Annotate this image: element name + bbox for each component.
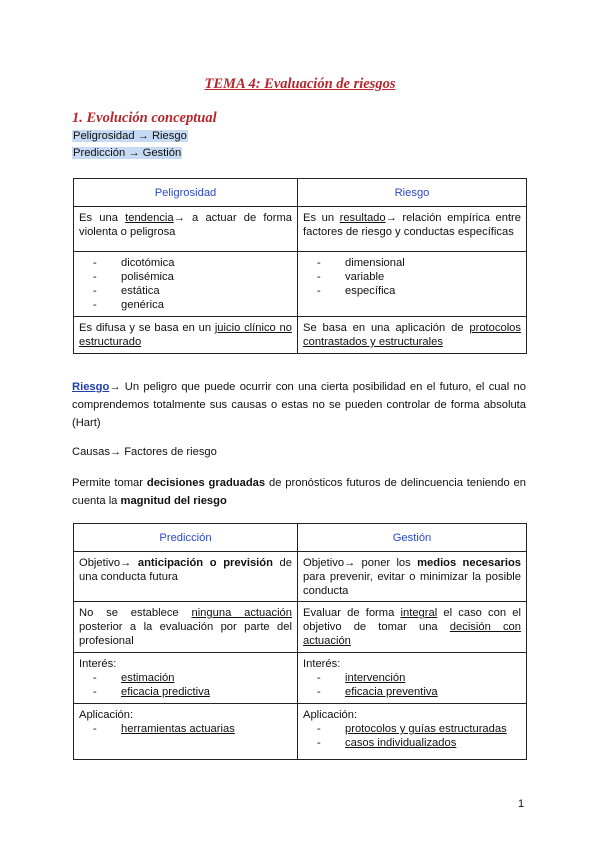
list-item: - casos individualizados <box>317 736 521 750</box>
column-header: Predicción <box>74 524 298 552</box>
bullet-list <box>303 722 521 750</box>
table-row <box>74 252 527 317</box>
list-item: - específica <box>317 284 521 298</box>
highlighted-text: Peligrosidad → Riesgo <box>73 130 187 142</box>
table-cell: Se basa en una aplicación de protocolos contrastados y estructurales <box>298 317 527 354</box>
list-item: - herramientas actuarias <box>93 722 292 736</box>
table-cell: Evaluar de forma integral el caso con el objetivo de tomar una decisión con actuación <box>298 602 527 653</box>
list-item: - estimación <box>93 671 292 685</box>
page-title: TEMA 4: Evaluación de riesgos <box>204 76 396 92</box>
cell-label: Aplicación: <box>79 709 134 721</box>
list-item: - estática <box>93 284 292 298</box>
table-cell: Es difusa y se basa en un juicio clínico no estructurado <box>74 317 298 354</box>
causas-paragraph: Causas→ Factores de riesgo <box>72 446 217 458</box>
table-cell: Objetivo→ poner los medios necesarios para prevenir, evitar o minimizar la posible conducta <box>298 552 527 602</box>
list-item: - eficacia preventiva <box>317 685 521 699</box>
table-row <box>74 704 527 760</box>
table-header-row <box>74 179 527 207</box>
page-number: 1 <box>518 798 525 810</box>
list-item: - genérica <box>93 298 292 312</box>
list-item: - polisémica <box>93 270 292 284</box>
list-item: - dimensional <box>317 256 521 270</box>
comparison-table-peligrosidad-riesgo <box>73 178 527 354</box>
table-cell <box>298 252 527 317</box>
table-cell <box>74 653 298 704</box>
table-row <box>74 653 527 704</box>
column-header: Gestión <box>298 524 527 552</box>
riesgo-definition-paragraph: Riesgo→ Un peligro que puede ocurrir con una cierta posibilidad en el futuro, el cual no comprendemos totalmente sus causas o estas no se pueden controlar de forma absoluta (Hart) <box>72 381 526 429</box>
table-cell <box>74 252 298 317</box>
table-header-row <box>74 524 527 552</box>
comparison-table-prediccion-gestion <box>73 523 527 760</box>
table-cell: Es una tendencia→ a actuar de forma violenta o peligrosa <box>74 207 298 252</box>
concept-line <box>72 129 188 144</box>
highlighted-text: Predicción → Gestión <box>73 147 182 159</box>
cell-label: Interés: <box>79 658 117 670</box>
table-row <box>74 552 527 602</box>
table-cell <box>74 704 298 760</box>
bullet-list <box>79 256 292 312</box>
list-item: - dicotómica <box>93 256 292 270</box>
list-item: - intervención <box>317 671 521 685</box>
table-cell: Es un resultado→ relación empírica entre factores de riesgo y conductas específicas <box>298 207 527 252</box>
table-cell: Objetivo→ anticipación o previsión de una conducta futura <box>74 552 298 602</box>
table-cell <box>298 653 527 704</box>
bullet-list <box>303 256 521 298</box>
section-heading: 1. Evolución conceptual <box>72 110 217 126</box>
table-cell <box>298 704 527 760</box>
bullet-list <box>79 671 292 699</box>
cell-label: Aplicación: <box>303 709 358 721</box>
column-header: Peligrosidad <box>74 179 298 207</box>
table-cell: No se establece ninguna actuación posterior a la evaluación por parte del profesional <box>74 602 298 653</box>
table-row <box>74 317 527 354</box>
decisiones-paragraph: Permite tomar decisiones graduadas de pronósticos futuros de delincuencia teniendo en cuenta la magnitud del riesgo <box>72 477 526 507</box>
table-row <box>74 602 527 653</box>
list-item: - eficacia predictiva <box>93 685 292 699</box>
table-row <box>74 207 527 252</box>
bullet-list <box>79 722 292 736</box>
list-item: - protocolos y guías estructuradas <box>317 722 521 736</box>
bullet-list <box>303 671 521 699</box>
concept-line <box>72 146 182 161</box>
column-header: Riesgo <box>298 179 527 207</box>
list-item: - variable <box>317 270 521 284</box>
cell-label: Interés: <box>303 658 341 670</box>
